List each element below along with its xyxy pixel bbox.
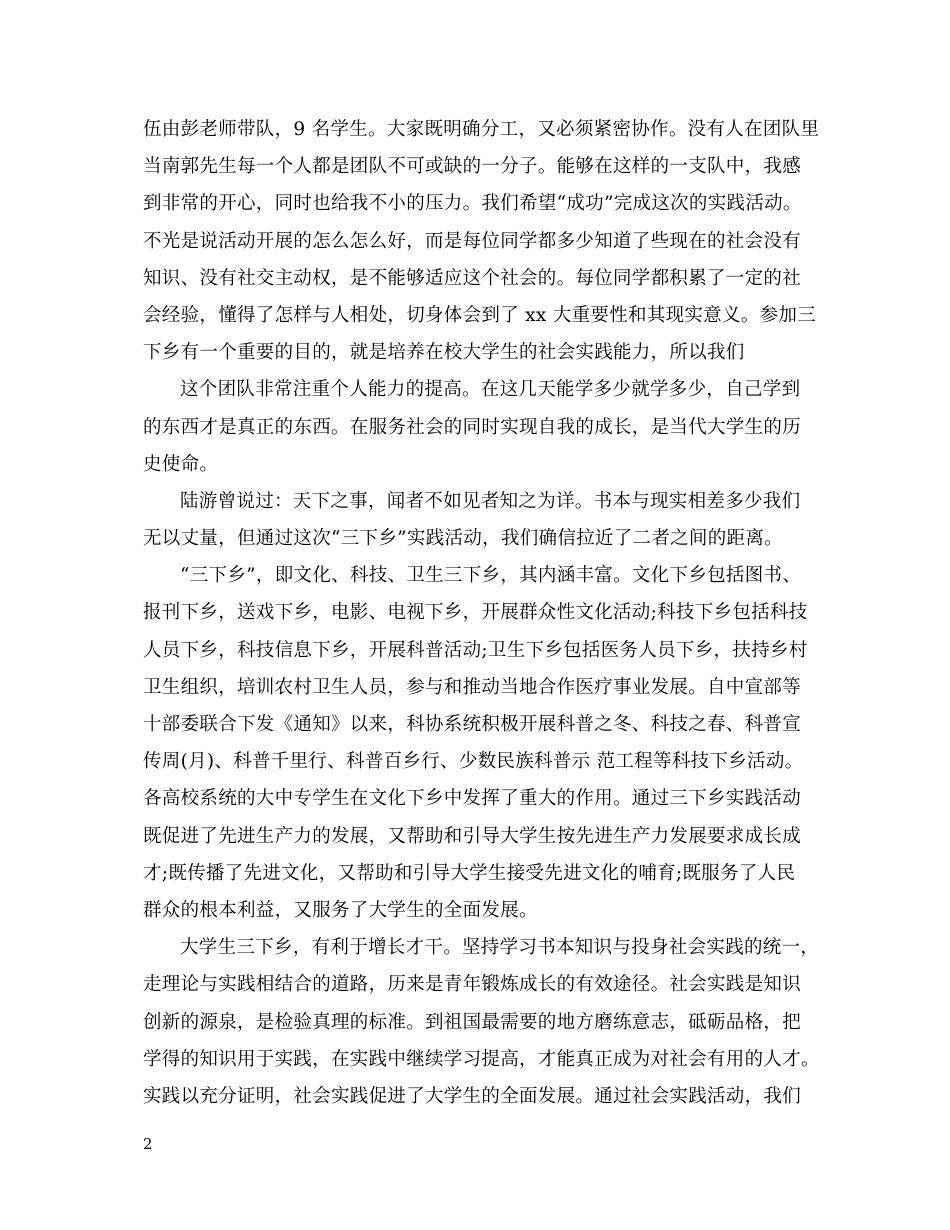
text-line: 人员下乡，科技信息下乡，开展科普活动;卫生下乡包括医务人员下乡，扶持乡村 — [143, 639, 808, 661]
text-line: 无以丈量，但通过这次“三下乡”实践活动，我们确信拉近了二者之间的距离。 — [143, 528, 783, 550]
text-line: 史使命。 — [143, 453, 219, 475]
body-text — [143, 111, 820, 1115]
text-line: 陆游曾说过：天下之事，闻者不如见者知之为详。书本与现实相差多少我们 — [180, 490, 801, 512]
text-line: “三下乡”，即文化、科技、卫生三下乡，其内涵丰富。文化下乡包括图书、 — [180, 565, 802, 587]
text-line: 各高校系统的大中专学生在文化下乡中发挥了重大的作用。通过三下乡实践活动 — [143, 788, 802, 810]
text-line: 传周(月)、科普千里行、科普百乡行、少数民族科普示 范工程等科技下乡活动。 — [143, 751, 804, 773]
text-line: 卫生组织，培训农村卫生人员，参与和推动当地合作医疗事业发展。自中宣部等 — [143, 676, 802, 698]
text-line: 既促进了先进生产力的发展，又帮助和引导大学生按先进生产力发展要求成长成 — [143, 825, 802, 847]
text-line: 走理论与实践相结合的道路，历来是青年锻炼成长的有效途径。社会实践是知识 — [143, 974, 802, 996]
text-line: 下乡有一个重要的目的，就是培养在校大学生的社会实践能力，所以我们 — [143, 342, 745, 364]
text-line: 不光是说活动开展的怎么怎么好，而是每位同学都多少知道了些现在的社会没有 — [143, 230, 802, 252]
text-line: 报刊下乡，送戏下乡，电影、电视下乡，开展群众性文化活动;科技下乡包括科技 — [143, 602, 808, 624]
text-line: 群众的根本利益，又服务了大学生的全面发展。 — [143, 899, 538, 921]
text-line: 大学生三下乡，有利于增长才干。坚持学习书本知识与投身社会实践的统一， — [180, 937, 820, 959]
text-line: 的东西才是真正的东西。在服务社会的同时实现自我的成长，是当代大学生的历 — [143, 416, 802, 438]
text-line: 知识、没有社交主动权，是不能够适应这个社会的。每位同学都积累了一定的社 — [143, 267, 802, 289]
text-line: 伍由彭老师带队，9 名学生。大家既明确分工，又必须紧密协作。没有人在团队里 — [143, 119, 820, 140]
text-line: 当南郭先生每一个人都是团队不可或缺的一分子。能够在这样的一支队中，我感 — [143, 156, 802, 178]
text-line: 创新的源泉，是检验真理的标准。到祖国最需要的地方磨练意志，砥砺品格，把 — [143, 1011, 802, 1033]
text-line: 会经验，懂得了怎样与人相处，切身体会到了 xx 大重要性和其现实意义。参加三 — [143, 304, 817, 326]
text-line: 实践以充分证明，社会实践促进了大学生的全面发展。通过社会实践活动，我们 — [143, 1085, 802, 1107]
text-line: 学得的知识用于实践，在实践中继续学习提高，才能真正成为对社会有用的人才。 — [143, 1048, 820, 1070]
text-line: 这个团队非常注重个人能力的提高。在这几天能学多少就学多少，自己学到 — [180, 379, 801, 401]
text-line: 十部委联合下发《通知》以来，科协系统积极开展科普之冬、科技之春、科普宣 — [143, 714, 802, 735]
text-line: 才;既传播了先进文化，又帮助和引导大学生接受先进文化的哺育;既服务了人民 — [143, 862, 796, 884]
text-line: 到非常的开心，同时也给我不小的压力。我们希望“成功”完成这次的实践活动。 — [143, 193, 802, 215]
page-number: 2 — [143, 1135, 153, 1153]
